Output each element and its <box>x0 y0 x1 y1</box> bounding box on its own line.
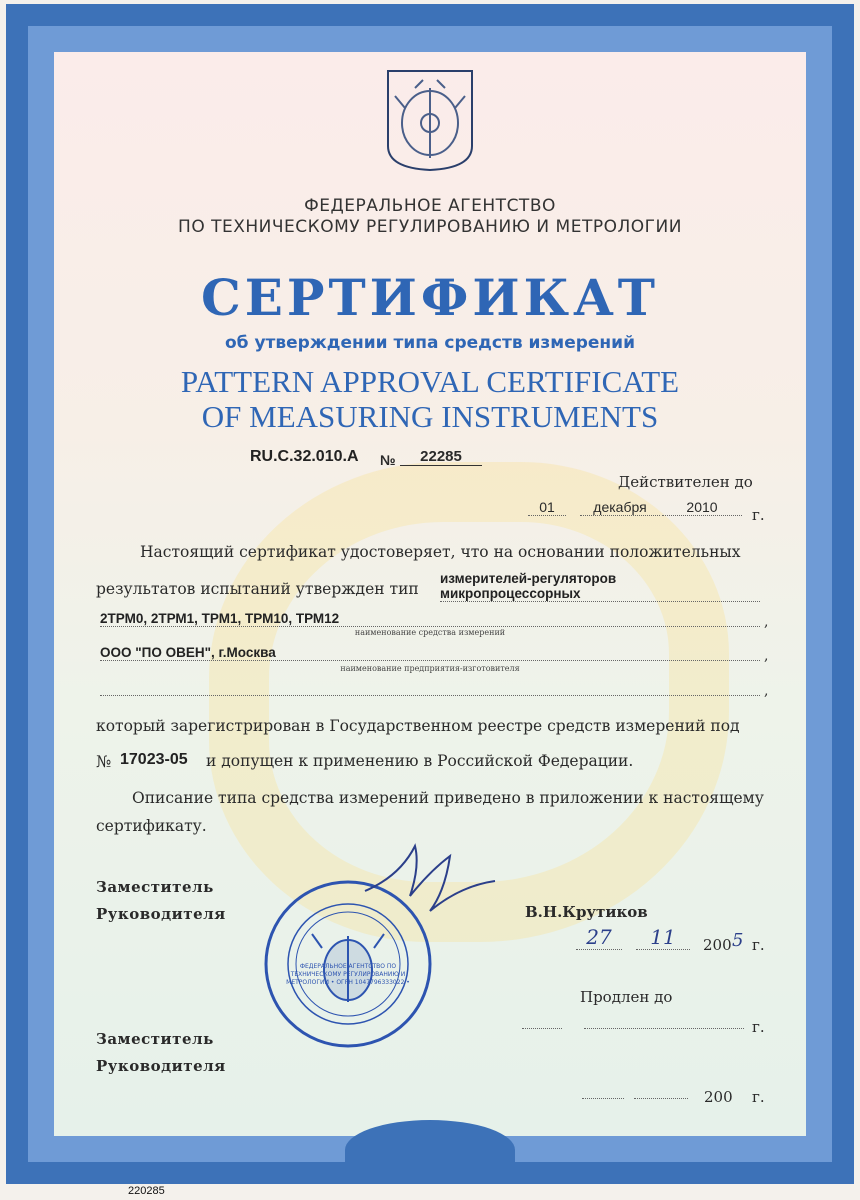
number-sign: № <box>380 452 396 468</box>
signatory-1-title-2: Руководителя <box>96 905 226 923</box>
extended-suffix: г. <box>752 1018 765 1036</box>
instrument-models-value: 2ТРМ0, 2ТРМ1, ТРМ1, ТРМ10, ТРМ12 <box>100 611 760 627</box>
registry-number-sign: № <box>96 752 112 771</box>
extended-day-blank <box>522 1018 562 1029</box>
signature-1-day: 27 <box>576 925 622 950</box>
signatory-1-name: В.Н.Крутиков <box>525 903 648 921</box>
paragraph-1-line-1: Настоящий сертификат удостоверяет, что на основании положительных <box>140 543 741 561</box>
manufacturer-caption: наименование предприятия-изготовителя <box>340 664 520 673</box>
signature-2-month-blank <box>634 1088 688 1099</box>
agency-line-2: ПО ТЕХНИЧЕСКОМУ РЕГУЛИРОВАНИЮ И МЕТРОЛОГИИ <box>178 217 682 237</box>
signature-1-year-prefix: 200 <box>703 936 732 954</box>
registry-tail: и допущен к применению в Российской Федерации. <box>206 752 634 770</box>
valid-year: 2010 <box>662 499 742 516</box>
instrument-type-value: измерителей-регуляторов микропроцессорных <box>440 571 760 602</box>
signatory-2-title-2: Руководителя <box>96 1057 226 1075</box>
agency-line-1: ФЕДЕРАЛЬНОЕ АГЕНТСТВО <box>304 196 556 216</box>
registry-line: который зарегистрирован в Государственном реестре средств измерений под <box>96 717 740 735</box>
signature-2-day-blank <box>582 1088 624 1099</box>
signature-1-year-suffix: г. <box>752 936 765 954</box>
description-line-1: Описание типа средства измерений приведено в приложении к настоящему <box>132 789 764 807</box>
valid-until-label: Действителен до <box>618 473 753 491</box>
english-title-line-1: PATTERN APPROVAL CERTIFICATE <box>180 364 680 399</box>
signature-1-month: 11 <box>636 925 690 950</box>
signature-2-year-prefix: 200 <box>704 1088 733 1106</box>
certificate-title: СЕРТИФИКАТ <box>200 268 660 327</box>
extended-until-label: Продлен до <box>580 988 673 1006</box>
seal-text: ФЕДЕРАЛЬНОЕ АГЕНТСТВО ПО ТЕХНИЧЕСКОМУ РЕГУЛИРОВАНИЮ И МЕТРОЛОГИИ • ОГРН 1047796333022 • <box>286 963 410 986</box>
certificate-prefix: RU.C.32.010.A <box>250 448 359 465</box>
certificate-subtitle: об утверждении типа средств измерений <box>224 333 636 353</box>
footer-serial-number: 220285 <box>128 1185 165 1197</box>
valid-day: 01 <box>528 499 566 516</box>
registry-number: 17023-05 <box>120 751 188 768</box>
description-line-2: сертификату. <box>96 817 207 835</box>
certificate-page: ФЕДЕРАЛЬНОЕ АГЕНТСТВО ПО ТЕХНИЧЕСКОМУ РЕГУЛИРОВАНИЮ И МЕТРОЛОГИИ СЕРТИФИКАТ об утверждении типа средств измерений PATTERN APPROVAL CERTIFICATE OF MEASURING INSTRUMENTS RU.C.32.010.A № 22285 Действителен до 01 декабря 2010 г. Настоящий сертификат удостоверяет, что на основании положительных результатов испытаний утвержден тип измерителей-регуляторов микропроцессорных 2ТРМ0, 2ТРМ1, ТРМ1, ТРМ10, ТРМ12 , наименование средства измерений ООО "ПО ОВЕН", г.Москва , наименование предприятия-изготовителя , который зарегистрирован в Государственном реестре средств измерений под № 17023-05 и допущен к применению в Российской Федерации. Описание типа средства измерений приведено в приложении к настоящему сертификату. Заместитель Руководителя В.Н.Крутиков ФЕДЕРАЛЬНОЕ АГЕНТСТВО ПО ТЕХНИЧЕСКОМУ РЕГУЛИРОВАНИЮ И МЕТРОЛОГИИ • ОГРН 1047796333022 • 27 11 200 5 г. Продлен до г. Заместитель Руководителя 200 г. 220285 <box>0 0 860 1200</box>
english-title-line-2: OF MEASURING INSTRUMENTS <box>201 399 659 434</box>
blank-line <box>100 685 760 696</box>
paragraph-1-line-2: результатов испытаний утвержден тип <box>96 580 419 598</box>
signature-1-year-digit: 5 <box>732 930 744 951</box>
manufacturer-value: ООО "ПО ОВЕН", г.Москва <box>100 645 760 661</box>
signature-2-year-suffix: г. <box>752 1088 765 1106</box>
valid-year-suffix: г. <box>752 506 765 524</box>
certificate-number: 22285 <box>400 448 482 466</box>
signatory-2-title-1: Заместитель <box>96 1030 214 1048</box>
handwritten-signature <box>360 836 500 926</box>
valid-month: декабря <box>580 499 660 516</box>
instrument-name-caption: наименование средства измерений <box>354 628 506 637</box>
extended-date-blank <box>584 1018 744 1029</box>
bottom-ornament <box>345 1120 515 1180</box>
signatory-1-title-1: Заместитель <box>96 878 214 896</box>
coat-of-arms-icon <box>385 68 475 173</box>
